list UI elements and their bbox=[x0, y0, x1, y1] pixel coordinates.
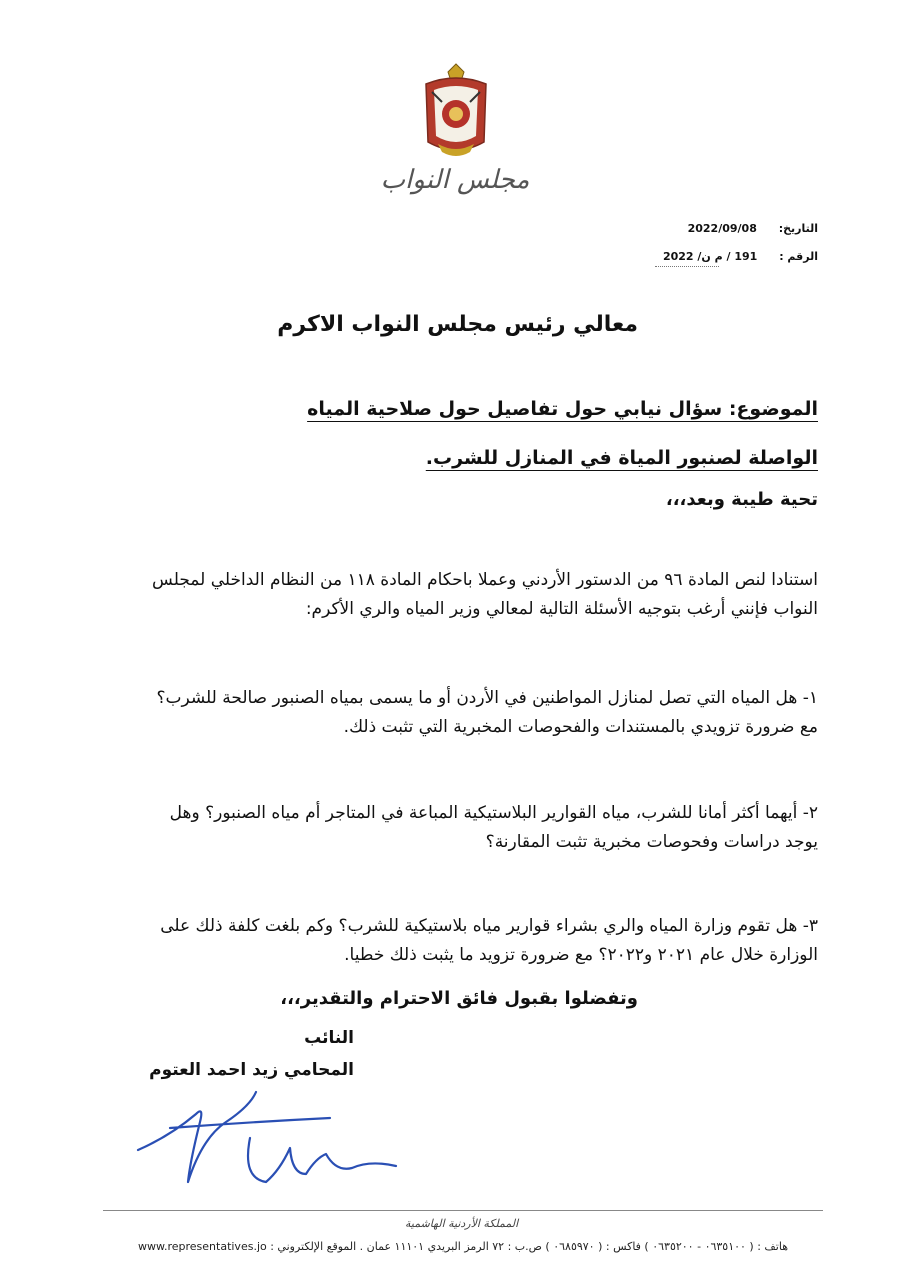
intro-line-1: استنادا لنص المادة ٩٦ من الدستور الأردني وعملا باحكام المادة ١١٨ من النظام الداخلي لمجلس bbox=[152, 570, 818, 590]
greeting: تحية طيبة وبعد،،، bbox=[665, 489, 818, 510]
handwritten-signature bbox=[130, 1078, 420, 1198]
question-1-line-1: ١- هل المياه التي تصل لمنازل المواطنين في الأردن أو ما يسمى بمياه الصنبور صالحة للشرب؟ bbox=[156, 688, 818, 708]
reference-value: 191 / م ن/ 2022 bbox=[662, 250, 758, 263]
question-2-line-2: يوجد دراسات وفحوصات مخبرية تثبت المقارنة؟ bbox=[485, 832, 818, 852]
question-3 bbox=[88, 912, 818, 970]
question-3-line-1: ٣- هل تقوم وزارة المياه والري بشراء قوارير مياه بلاستيكية للشرب؟ وكم بلغت كلفة ذلك على bbox=[160, 916, 818, 936]
date-label: التاريخ: bbox=[778, 222, 818, 235]
subject-line-2: الواصلة لصنبور المياة في المنازل للشرب. bbox=[425, 447, 818, 469]
subject-line-1: الموضوع: سؤال نيابي حول تفاصيل حول صلاحية المياه bbox=[307, 398, 818, 420]
council-name-logo: مجلس النواب bbox=[380, 165, 530, 195]
footer-divider bbox=[103, 1210, 823, 1211]
reference-dotted-line bbox=[655, 266, 719, 267]
footer-kingdom-name: المملكة الأردنية الهاشمية bbox=[405, 1217, 519, 1230]
reference-row bbox=[663, 250, 818, 263]
question-1-line-2: مع ضرورة تزويدي بالمستندات والفحوصات المخبرية التي تثبت ذلك. bbox=[343, 717, 818, 737]
question-3-line-2: الوزارة خلال عام ٢٠٢١ و٢٠٢٢؟ مع ضرورة تزويد ما يثبت ذلك خطيا. bbox=[344, 945, 818, 965]
footer-contact-info: هاتف : ( ٠٦٣٥١٠٠ - ٠٦٣٥٢٠٠ ) فاكس : ( ٠٦٨٥٩٧٠ ) ص.ب : ٧٢ الرمز البريدي ١١١٠١ عمان . الموقع الإلكتروني : www.representatives.jo bbox=[137, 1240, 789, 1253]
coat-of-arms-emblem bbox=[418, 62, 494, 162]
question-2-line-1: ٢- أيهما أكثر أمانا للشرب، مياه القوارير البلاستيكية المباعة في المتاجر أم مياه الصنبور؟ وهل bbox=[169, 803, 818, 823]
date-row bbox=[688, 222, 818, 235]
question-2 bbox=[88, 799, 818, 857]
date-value: 2022/09/08 bbox=[687, 222, 757, 235]
reference-label: الرقم : bbox=[779, 250, 818, 263]
intro-line-2: النواب فإنني أرغب بتوجيه الأسئلة التالية لمعالي وزير المياه والري الأكرم: bbox=[305, 599, 818, 619]
recipient-heading: معالي رئيس مجلس النواب الاكرم bbox=[277, 312, 638, 337]
question-1 bbox=[88, 684, 818, 742]
signer-title: النائب bbox=[304, 1028, 354, 1048]
intro-paragraph bbox=[88, 566, 818, 624]
signer-name: المحامي زيد احمد العتوم bbox=[149, 1060, 354, 1080]
closing-line: وتفضلوا بقبول فائق الاحترام والتقدير،،، bbox=[280, 988, 638, 1009]
